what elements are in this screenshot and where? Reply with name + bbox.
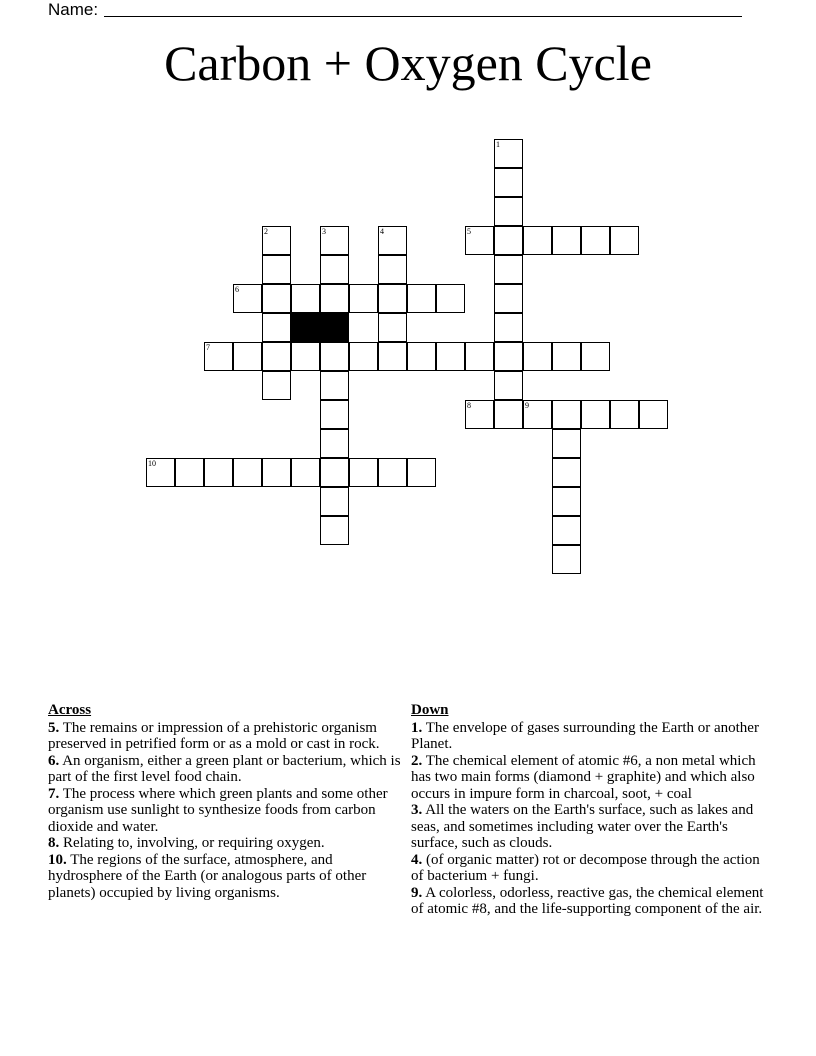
clue-down-3 (411, 802, 771, 852)
answer-cell[interactable] (291, 284, 320, 313)
clue-number: 6. (48, 752, 60, 769)
clue-text: All the waters on the Earth's surface, such as lakes and seas, and sometimes including water over the Earth's surface, such as clouds. (411, 802, 754, 851)
clue-text: The regions of the surface, atmosphere, and hydrosphere of the Earth (or analogous parts of other planets) occupied by living organisms. (48, 851, 367, 901)
answer-cell[interactable] (320, 429, 349, 458)
clue-number: 10. (48, 851, 67, 868)
answer-cell[interactable] (581, 226, 610, 255)
answer-cell[interactable] (552, 342, 581, 371)
answer-cell[interactable] (378, 255, 407, 284)
answer-cell[interactable] (581, 342, 610, 371)
answer-cell[interactable] (262, 226, 291, 255)
answer-cell[interactable] (465, 400, 494, 429)
clue-number: 7. (48, 785, 60, 802)
answer-cell[interactable] (378, 458, 407, 487)
page-title: Carbon + Oxygen Cycle (164, 35, 652, 91)
answer-cell[interactable] (610, 226, 639, 255)
clue-number: 2. (411, 752, 423, 769)
answer-cell[interactable] (378, 226, 407, 255)
answer-cell[interactable] (320, 255, 349, 284)
clue-down-2 (411, 753, 771, 803)
clue-number: 9. (411, 884, 423, 901)
answer-cell[interactable] (494, 400, 523, 429)
answer-cell[interactable] (436, 342, 465, 371)
answer-cell[interactable] (552, 487, 581, 516)
answer-cell[interactable] (233, 458, 262, 487)
answer-cell[interactable] (320, 487, 349, 516)
answer-cell[interactable] (494, 197, 523, 226)
clue-number: 5. (48, 719, 60, 736)
clue-number-label: 7 (206, 343, 210, 352)
clue-text: Relating to, involving, or requiring oxygen. (63, 835, 325, 851)
clue-number-label: 4 (380, 227, 384, 236)
answer-cell[interactable] (494, 139, 523, 168)
answer-cell[interactable] (494, 284, 523, 313)
answer-cell[interactable] (320, 371, 349, 400)
clue-text: The process where which green plants and some other organism use sunlight to synthesize foods from carbon dioxide and water. (48, 785, 388, 835)
answer-cell[interactable] (523, 400, 552, 429)
clue-number: 4. (411, 851, 423, 868)
answer-cell[interactable] (378, 342, 407, 371)
clue-number: 8. (48, 835, 60, 851)
across-clues (48, 702, 408, 901)
clue-text: The envelope of gases surrounding the Earth or another Planet. (411, 719, 759, 752)
clue-number-label: 6 (235, 285, 239, 294)
clue-down-9 (411, 885, 771, 918)
answer-cell[interactable] (320, 284, 349, 313)
answer-cell[interactable] (175, 458, 204, 487)
clue-text: The remains or impression of a prehistoric organism preserved in petrified form or as a mold or cast in rock. (48, 719, 380, 752)
answer-cell[interactable] (494, 371, 523, 400)
answer-cell[interactable] (407, 342, 436, 371)
clue-number-label: 5 (467, 227, 471, 236)
answer-cell[interactable] (146, 458, 175, 487)
answer-cell[interactable] (291, 458, 320, 487)
answer-cell[interactable] (552, 545, 581, 574)
answer-cell[interactable] (233, 284, 262, 313)
answer-cell[interactable] (204, 342, 233, 371)
answer-cell[interactable] (465, 226, 494, 255)
answer-cell[interactable] (494, 226, 523, 255)
answer-cell[interactable] (552, 516, 581, 545)
answer-cell[interactable] (262, 255, 291, 284)
answer-cell[interactable] (262, 313, 291, 342)
answer-cell[interactable] (349, 284, 378, 313)
answer-cell[interactable] (552, 458, 581, 487)
answer-cell[interactable] (320, 458, 349, 487)
answer-cell[interactable] (523, 226, 552, 255)
clue-number-label: 3 (322, 227, 326, 236)
answer-cell[interactable] (262, 284, 291, 313)
name-label: Name: (48, 0, 99, 19)
answer-cell[interactable] (320, 516, 349, 545)
answer-cell[interactable] (233, 342, 262, 371)
answer-cell[interactable] (320, 342, 349, 371)
answer-cell[interactable] (523, 342, 552, 371)
answer-cell[interactable] (494, 255, 523, 284)
black-square (320, 313, 349, 342)
clue-number: 3. (411, 802, 423, 818)
clue-text: A colorless, odorless, reactive gas, the chemical element of atomic #8, and the life-supporting component of the air. (411, 884, 764, 917)
answer-cell[interactable] (610, 400, 639, 429)
clue-down-4 (411, 852, 771, 885)
answer-cell[interactable] (552, 226, 581, 255)
down-clues (411, 702, 771, 918)
answer-cell[interactable] (349, 342, 378, 371)
answer-cell[interactable] (378, 313, 407, 342)
clue-text: The chemical element of atomic #6, a non metal which has two main forms (diamond + graphite) and which also occurs in impure form in charcoal, soot, + coal (411, 752, 756, 802)
clue-across-10 (48, 852, 408, 902)
clue-number-label: 10 (148, 459, 156, 468)
answer-cell[interactable] (262, 371, 291, 400)
answer-cell[interactable] (407, 458, 436, 487)
answer-cell[interactable] (349, 458, 378, 487)
clue-across-6 (48, 753, 408, 786)
answer-cell[interactable] (494, 168, 523, 197)
answer-cell[interactable] (262, 458, 291, 487)
clue-text: An organism, either a green plant or bacterium, which is part of the first level food chain. (48, 752, 401, 785)
clue-text: (of organic matter) rot or decompose through the action of bacterium + fungi. (411, 851, 760, 884)
answer-cell[interactable] (552, 429, 581, 458)
answer-cell[interactable] (639, 400, 668, 429)
answer-cell[interactable] (494, 342, 523, 371)
answer-cell[interactable] (581, 400, 610, 429)
answer-cell[interactable] (320, 226, 349, 255)
across-heading: Across (48, 702, 92, 718)
clue-across-8 (48, 835, 408, 852)
clue-across-7 (48, 786, 408, 836)
answer-cell[interactable] (204, 458, 233, 487)
clue-number-label: 8 (467, 401, 471, 410)
answer-cell[interactable] (436, 284, 465, 313)
clue-number-label: 9 (525, 401, 529, 410)
answer-cell[interactable] (320, 400, 349, 429)
answer-cell[interactable] (262, 342, 291, 371)
clue-number: 1. (411, 719, 423, 736)
answer-cell[interactable] (552, 400, 581, 429)
clue-number-label: 2 (264, 227, 268, 236)
answer-cell[interactable] (465, 342, 494, 371)
answer-cell[interactable] (494, 313, 523, 342)
answer-cell[interactable] (378, 284, 407, 313)
clue-across-5 (48, 720, 408, 753)
black-square (291, 313, 320, 342)
answer-cell[interactable] (291, 342, 320, 371)
down-heading: Down (411, 702, 449, 718)
clue-down-1 (411, 720, 771, 753)
clue-number-label: 1 (496, 140, 500, 149)
answer-cell[interactable] (407, 284, 436, 313)
